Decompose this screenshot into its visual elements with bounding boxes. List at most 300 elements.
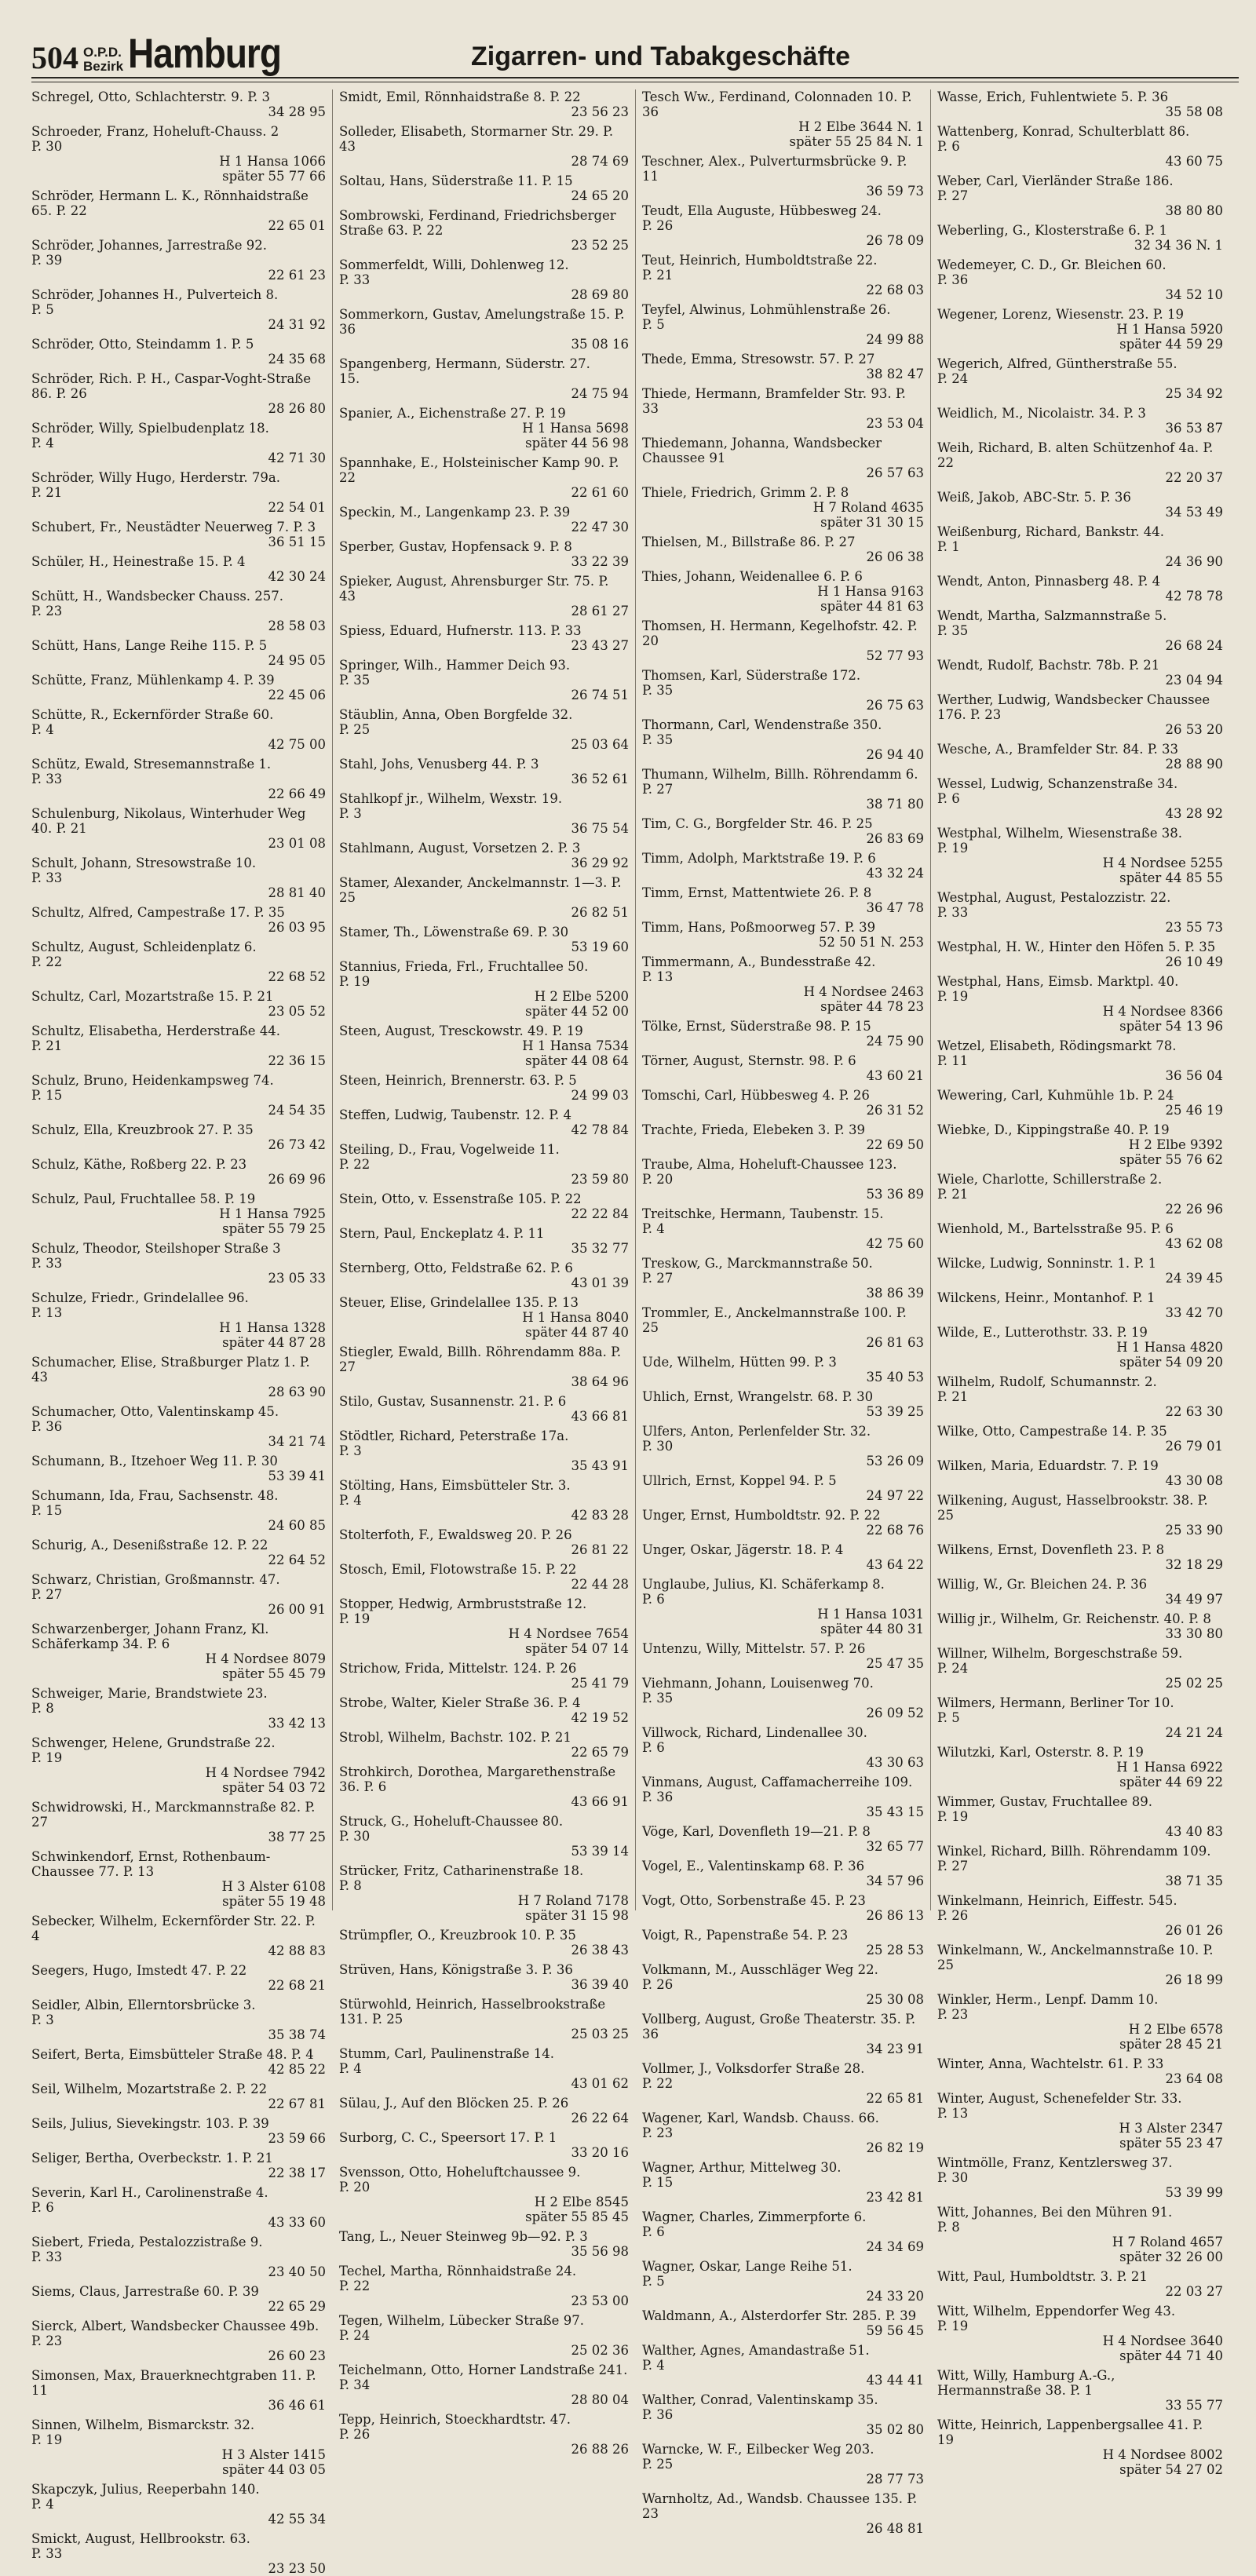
directory-entry (31, 707, 326, 752)
entry-name: Sommerfeldt, Willi, Dohlenweg 12. (339, 257, 569, 272)
entry-postal-district: P. 8 (339, 1878, 362, 1893)
entry-name: Trommler, E., Anckelmannstraße 100. P. 25 (642, 1305, 907, 1335)
entry-name: Unglaube, Julius, Kl. Schäferkamp 8. (642, 1577, 885, 1592)
directory-entry (31, 989, 326, 1019)
entry-name: Thielsen, M., Billstraße 86. P. 27 (642, 535, 856, 549)
entry-phone: später 55 23 47 (1119, 2136, 1223, 2151)
entry-name: Steuer, Elise, Grindelallee 135. P. 13 (339, 1295, 579, 1310)
entry-name: Schwarz, Christian, Großmannstr. 47. (31, 1572, 280, 1587)
directory-entry (937, 1695, 1223, 1740)
directory-entry (31, 2047, 326, 2077)
entry-phone: 26 57 63 (866, 465, 924, 480)
directory-entry (339, 707, 629, 752)
entry-phone: 23 64 08 (1165, 2071, 1223, 2086)
entry-name: Wasse, Erich, Fuhlentwiete 5. P. 36 (937, 89, 1169, 104)
entry-phone: H 4 Nordsee 8079 (205, 1651, 326, 1666)
entry-name: Tang, L., Neuer Steinweg 9b—92. P. 3 (339, 2229, 588, 2244)
entry-name: Vogel, E., Valentinskamp 68. P. 36 (642, 1859, 865, 1874)
entry-phone: 32 65 77 (866, 1839, 924, 1854)
entry-name: Sierck, Albert, Wandsbecker Chaussee 49b. P. 23 (31, 2319, 319, 2348)
entry-phone: 26 03 95 (268, 920, 326, 935)
directory-entry (31, 421, 326, 465)
directory-entry (31, 1073, 326, 1118)
directory-entry (31, 1686, 326, 1731)
directory-entry (31, 757, 326, 801)
entry-name: Wendt, Rudolf, Bachstr. 78b. P. 21 (937, 658, 1160, 673)
entry-phone: 38 82 47 (866, 367, 924, 381)
entry-phone: H 1 Hansa 6922 (1116, 1760, 1223, 1775)
entry-name: Stiegler, Ewald, Billh. Röhrendamm 88a. P. 27 (339, 1345, 622, 1374)
directory-entry (642, 1577, 924, 1636)
entry-name: Schwinkendorf, Ernst, Rothenbaum-Chaussee 77. P. 13 (31, 1849, 271, 1879)
directory-entry (339, 1527, 629, 1557)
entry-postal-district: P. 6 (937, 139, 960, 154)
entry-postal-district: P. 33 (31, 870, 63, 885)
directory-entry (937, 1424, 1223, 1454)
directory-entry (642, 2491, 924, 2536)
section-title: Zigarren- und Tabakgeschäfte (471, 42, 851, 71)
directory-entry (31, 337, 326, 367)
entry-phone: H 7 Roland 7178 (517, 1893, 629, 1908)
directory-entry (937, 2417, 1223, 2477)
entry-postal-district: P. 21 (937, 1187, 969, 1202)
entry-name: Schütte, Franz, Mühlenkamp 4. P. 39 (31, 673, 275, 688)
city-title: Hamburg (128, 29, 281, 77)
directory-entry (937, 742, 1223, 772)
entry-phone: 22 63 30 (1165, 1404, 1223, 1419)
entry-name: Steiling, D., Frau, Vogelweide 11. (339, 1142, 560, 1157)
entry-name: Winkelmann, Heinrich, Eiffestr. 545. (937, 1893, 1178, 1908)
entry-phone: H 4 Nordsee 7942 (205, 1765, 326, 1780)
directory-entry (642, 885, 924, 915)
directory-entry (31, 2531, 326, 2576)
entry-name: Smidt, Emil, Rönnhaidstraße 8. P. 22 (339, 89, 581, 104)
directory-entry (937, 692, 1223, 737)
entry-phone: 25 47 35 (866, 1656, 924, 1671)
entry-postal-district: P. 33 (31, 1256, 63, 1271)
entry-postal-district: P. 19 (31, 2432, 63, 2447)
directory-entry (339, 2313, 629, 2358)
page-number: 504 (31, 40, 78, 75)
entry-name: Schumacher, Elise, Straßburger Platz 1. P. 43 (31, 1355, 310, 1385)
entry-postal-district: P. 21 (642, 268, 674, 283)
entry-name: Weih, Richard, B. alten Schützenhof 4a. P. 22 (937, 440, 1214, 470)
entry-name: Schurig, A., Desenißstraße 12. P. 22 (31, 1538, 268, 1553)
entry-name: Wilutzki, Karl, Osterstr. 8. P. 19 (937, 1745, 1144, 1760)
entry-phone: 22 38 17 (268, 2166, 326, 2180)
entry-name: Untenzu, Willy, Mittelstr. 57. P. 26 (642, 1641, 866, 1656)
entry-name: Witte, Heinrich, Lappenbergsallee 41. P. 19 (937, 2417, 1203, 2447)
entry-name: Unger, Ernst, Humboldtstr. 92. P. 22 (642, 1508, 881, 1523)
directory-entry (339, 1928, 629, 1958)
entry-phone: 43 01 62 (571, 2076, 629, 2091)
entry-phone: 53 39 14 (571, 1844, 629, 1859)
entry-name: Voigt, R., Papenstraße 54. P. 23 (642, 1928, 849, 1943)
entry-phone: später 55 77 66 (222, 169, 326, 184)
entry-phone: 43 40 83 (1165, 1824, 1223, 1839)
directory-entry (642, 1824, 924, 1854)
entry-phone: 22 26 96 (1165, 1202, 1223, 1217)
entry-name: Solleder, Elisabeth, Stormarner Str. 29. P. 43 (339, 124, 614, 154)
directory-entry (339, 1073, 629, 1103)
directory-entry (937, 257, 1223, 302)
entry-postal-district: P. 6 (31, 2200, 54, 2215)
entry-phone: 42 75 60 (866, 1236, 924, 1251)
entry-name: Struck, G., Hoheluft-Chaussee 80. (339, 1814, 564, 1829)
entry-name: Thies, Johann, Weidenallee 6. P. 6 (642, 569, 863, 584)
directory-entry (339, 1394, 629, 1424)
directory-entry (339, 1191, 629, 1221)
directory-entry (339, 1562, 629, 1592)
entry-phone: 28 77 73 (866, 2472, 924, 2487)
entry-name: Stäublin, Anna, Oben Borgfelde 32. (339, 707, 573, 722)
entry-phone: 28 69 80 (571, 287, 629, 302)
directory-entry (31, 1735, 326, 1795)
directory-entry (339, 2229, 629, 2259)
entry-phone: 36 53 87 (1165, 421, 1223, 436)
directory-entry (642, 1893, 924, 1923)
entry-postal-district: P. 4 (31, 722, 54, 737)
directory-entry (642, 1122, 924, 1152)
directory-entry (339, 2046, 629, 2091)
directory-entry (937, 89, 1223, 119)
directory-entry (31, 89, 326, 119)
entry-phone: 23 42 81 (866, 2190, 924, 2205)
entry-phone: später 32 26 00 (1119, 2249, 1223, 2264)
entry-phone: H 1 Hansa 7534 (522, 1038, 629, 1053)
entry-phone: 32 18 29 (1165, 1557, 1223, 1572)
directory-entry (642, 767, 924, 812)
entry-phone: 22 03 27 (1165, 2284, 1223, 2299)
entry-name: Thiedemann, Johanna, Wandsbecker Chaussee 91 (642, 436, 882, 465)
entry-phone: 43 30 63 (866, 1755, 924, 1770)
entry-name: Wimmer, Gustav, Fruchtallee 89. (937, 1794, 1153, 1809)
entry-name: Thumann, Wilhelm, Billh. Röhrendamm 6. P. 27 (642, 767, 918, 797)
entry-phone: 35 08 16 (571, 337, 629, 352)
entry-name: Westphal, Wilhelm, Wiesenstraße 38. (937, 826, 1182, 841)
entry-phone: H 3 Alster 2347 (1119, 2121, 1223, 2136)
entry-name: Wilcke, Ludwig, Sonninstr. 1. P. 1 (937, 1256, 1157, 1271)
entry-phone: 42 75 00 (268, 737, 326, 752)
entry-phone: später 44 56 98 (525, 436, 629, 451)
entry-phone: 26 78 09 (866, 233, 924, 248)
entry-postal-district: P. 23 (31, 604, 63, 618)
entry-name: Schwenger, Helene, Grundstraße 22. (31, 1735, 276, 1750)
entry-name: Stumm, Carl, Paulinenstraße 14. (339, 2046, 554, 2061)
entry-postal-district: P. 35 (642, 1691, 674, 1706)
entry-postal-district: P. 5 (642, 317, 665, 332)
entry-name: Sinnen, Wilhelm, Bismarckstr. 32. (31, 2417, 255, 2432)
directory-entry (937, 356, 1223, 401)
directory-entry (339, 1226, 629, 1256)
directory-entry (642, 436, 924, 480)
entry-phone: 59 56 45 (866, 2323, 924, 2338)
directory-entry (642, 618, 924, 663)
directory-entry (937, 1893, 1223, 1938)
directory-entry (642, 1641, 924, 1671)
entry-name: Stahl, Johs, Venusberg 44. P. 3 (339, 757, 539, 772)
entry-phone: 25 28 53 (866, 1943, 924, 1958)
entry-postal-district: P. 26 (937, 1908, 969, 1923)
directory-entry (642, 1775, 924, 1819)
entry-name: Winkel, Richard, Billh. Röhrendamm 109. P. 27 (937, 1844, 1211, 1874)
entry-name: Westphal, August, Pestalozzistr. 22. (937, 890, 1171, 905)
entry-phone: 28 80 04 (571, 2392, 629, 2407)
directory-entry (339, 757, 629, 786)
directory-entry (642, 203, 924, 248)
entry-postal-district: P. 35 (937, 623, 969, 638)
entry-name: Ude, Wilhelm, Hütten 99. P. 3 (642, 1355, 837, 1370)
entry-phone: 24 97 22 (866, 1488, 924, 1503)
directory-entry (31, 124, 326, 184)
entry-name: Stannius, Frieda, Frl., Fruchtallee 50. (339, 959, 589, 974)
entry-postal-district: P. 36 (937, 272, 969, 287)
entry-phone: H 4 Nordsee 7654 (508, 1626, 629, 1641)
entry-phone: später 44 08 64 (525, 1053, 629, 1068)
entry-phone: 22 61 23 (268, 268, 326, 283)
entry-name: Schroeder, Franz, Hoheluft-Chauss. 2 (31, 124, 279, 139)
entry-postal-district: P. 15 (642, 2175, 674, 2190)
directory-entry (339, 89, 629, 119)
entry-name: Schröder, Rich. P. H., Caspar-Voght-Straße 86. P. 26 (31, 371, 312, 401)
directory-entry (937, 2304, 1223, 2363)
entry-name: Schubert, Fr., Neustädter Neuerweg 7. P. 3 (31, 520, 316, 535)
entry-phone: H 2 Elbe 9392 (1128, 1137, 1223, 1152)
entry-name: Timm, Adolph, Marktstraße 19. P. 6 (642, 851, 876, 866)
directory-entry (937, 2269, 1223, 2299)
entry-phone: 43 60 75 (1165, 154, 1223, 169)
entry-postal-district: P. 24 (937, 371, 969, 386)
entry-phone: 33 20 16 (571, 2145, 629, 2160)
directory-entry (937, 1325, 1223, 1370)
directory-entry (937, 1646, 1223, 1691)
entry-postal-district: P. 19 (937, 989, 969, 1004)
entry-postal-district: P. 23 (937, 2007, 969, 2022)
entry-name: Strücker, Fritz, Catharinenstraße 18. (339, 1863, 584, 1878)
entry-phone: H 3 Alster 1415 (221, 2447, 326, 2462)
entry-phone: später 44 69 22 (1119, 1775, 1223, 1790)
entry-name: Schröder, Johannes, Jarrestraße 92. (31, 238, 267, 253)
entry-name: Timm, Ernst, Mattentwiete 26. P. 8 (642, 885, 872, 900)
entry-phone: 34 21 74 (268, 1434, 326, 1449)
entry-name: Schütz, Ewald, Stresemannstraße 1. (31, 757, 272, 772)
entry-name: Wewering, Carl, Kuhmühle 1b. P. 24 (937, 1088, 1174, 1103)
directory-entry (339, 539, 629, 569)
directory-entry (31, 1849, 326, 1909)
entry-name: Strobe, Walter, Kieler Straße 36. P. 4 (339, 1695, 581, 1710)
entry-phone: später 54 27 02 (1119, 2462, 1223, 2477)
directory-entry (642, 1859, 924, 1888)
directory-entry (339, 959, 629, 1019)
directory-entry (642, 386, 924, 431)
directory-entry (937, 1172, 1223, 1217)
entry-phone: 26 94 40 (866, 747, 924, 762)
entry-name: Siebert, Frieda, Pestalozzistraße 9. (31, 2235, 263, 2249)
directory-entry (642, 1928, 924, 1958)
entry-phone: 26 79 01 (1165, 1439, 1223, 1454)
directory-entry (642, 717, 924, 762)
entry-postal-district: P. 26 (642, 1977, 674, 1992)
entry-name: Soltau, Hans, Süderstraße 11. P. 15 (339, 173, 573, 188)
entry-phone: H 1 Hansa 8040 (522, 1310, 629, 1325)
entry-phone: später 44 52 00 (525, 1004, 629, 1019)
entry-phone: später 55 85 45 (525, 2209, 629, 2224)
directory-entry (937, 524, 1223, 569)
entry-phone: H 2 Elbe 5200 (534, 989, 629, 1004)
entry-phone: 26 10 49 (1165, 954, 1223, 969)
entry-phone: H 4 Nordsee 2463 (803, 984, 924, 999)
entry-phone: 36 47 78 (866, 900, 924, 915)
entry-phone: 24 99 88 (866, 332, 924, 347)
entry-name: Wilke, Otto, Campestraße 14. P. 35 (937, 1424, 1167, 1439)
entry-phone: 42 85 22 (268, 2062, 326, 2077)
entry-phone: 28 81 40 (268, 885, 326, 900)
entry-name: Thomsen, Karl, Süderstraße 172. (642, 668, 861, 683)
entry-name: Thiede, Hermann, Bramfelder Str. 93. P. 33 (642, 386, 906, 416)
entry-name: Winkler, Herm., Lenpf. Damm 10. (937, 1992, 1159, 2007)
entry-name: Sebecker, Wilhelm, Eckernförder Str. 22. P. 4 (31, 1914, 316, 1943)
directory-entry (642, 668, 924, 713)
entry-phone: 36 56 04 (1165, 1068, 1223, 1083)
entry-name: Wiebke, D., Kippingstraße 40. P. 19 (937, 1122, 1170, 1137)
directory-entry (642, 154, 924, 199)
directory-entry (339, 406, 629, 451)
entry-name: Simonsen, Max, Brauerknechtgraben 11. P. 11 (31, 2368, 316, 2398)
entry-name: Törner, August, Sternstr. 98. P. 6 (642, 1053, 856, 1068)
entry-name: Witt, Paul, Humboldtstr. 3. P. 21 (937, 2269, 1148, 2284)
entry-name: Schröder, Otto, Steindamm 1. P. 5 (31, 337, 254, 352)
entry-phone: 42 78 84 (571, 1122, 629, 1137)
entry-phone: H 1 Hansa 5698 (522, 421, 629, 436)
entry-name: Vogt, Otto, Sorbenstraße 45. P. 23 (642, 1893, 866, 1908)
entry-phone: 22 65 81 (866, 2091, 924, 2106)
entry-phone: 26 73 42 (268, 1137, 326, 1152)
entry-postal-district: P. 3 (339, 806, 362, 821)
entry-phone: 22 64 52 (268, 1553, 326, 1567)
entry-name: Warncke, W. F., Eilbecker Weg 203. (642, 2442, 874, 2457)
entry-postal-district: P. 20 (642, 1172, 674, 1187)
entry-name: Werther, Ludwig, Wandsbecker Chaussee 176. P. 23 (937, 692, 1210, 722)
entry-phone: 25 30 08 (866, 1992, 924, 2007)
entry-name: Schröder, Willy, Spielbudenplatz 18. (31, 421, 269, 436)
entry-phone: 53 26 09 (866, 1454, 924, 1469)
entry-phone: 34 53 49 (1165, 505, 1223, 520)
entry-phone: 25 02 36 (571, 2343, 629, 2358)
entry-name: Schulenburg, Nikolaus, Winterhuder Weg 40. P. 21 (31, 806, 306, 836)
entry-name: Witt, Willy, Hamburg A.-G., Hermannstraße 38. P. 1 (937, 2368, 1115, 2398)
entry-name: Traube, Alma, Hoheluft-Chaussee 123. (642, 1157, 897, 1172)
directory-entry (642, 2259, 924, 2304)
entry-name: Stamer, Th., Löwenstraße 69. P. 30 (339, 925, 569, 940)
directory-entry (31, 1963, 326, 1993)
entry-phone: H 4 Nordsee 3640 (1102, 2333, 1223, 2348)
entry-phone: H 1 Hansa 9163 (817, 584, 924, 599)
entry-phone: H 4 Nordsee 5255 (1102, 856, 1223, 870)
directory-entry (339, 1730, 629, 1760)
directory-entry (642, 1542, 924, 1572)
directory-entry (31, 2082, 326, 2111)
entry-name: Thomsen, H. Hermann, Kegelhofstr. 42. P. 20 (642, 618, 918, 648)
directory-entry (31, 673, 326, 702)
entry-phone: 32 34 36 N. 1 (1134, 238, 1223, 253)
entry-name: Wintmölle, Franz, Kentzlersweg 37. (937, 2155, 1173, 2170)
entry-postal-district: P. 4 (339, 1493, 362, 1508)
entry-phone: später 31 15 98 (525, 1908, 629, 1923)
entry-postal-district: P. 27 (642, 1271, 674, 1286)
entry-postal-district: P. 1 (937, 539, 960, 554)
entry-name: Siems, Claus, Jarrestraße 60. P. 39 (31, 2284, 259, 2299)
entry-phone: 35 43 15 (866, 1804, 924, 1819)
entry-postal-district: P. 6 (642, 1740, 665, 1755)
directory-entry (642, 302, 924, 347)
directory-entry (937, 1943, 1223, 1987)
entry-postal-district: P. 36 (642, 2407, 674, 2422)
entry-phone: 43 01 39 (571, 1275, 629, 1290)
entry-postal-district: P. 15 (31, 1088, 63, 1103)
entry-phone: 53 39 25 (866, 1404, 924, 1419)
directory-entry (642, 1088, 924, 1118)
entry-phone: H 1 Hansa 1328 (219, 1320, 326, 1335)
directory-entry (31, 2368, 326, 2413)
entry-phone: 23 43 27 (571, 638, 629, 653)
directory-entry (642, 2308, 924, 2338)
directory-entry (339, 257, 629, 302)
entry-postal-district: P. 23 (642, 2125, 674, 2140)
entry-name: Stilo, Gustav, Susannenstr. 21. P. 6 (339, 1394, 567, 1409)
entry-name: Seegers, Hugo, Imstedt 47. P. 22 (31, 1963, 247, 1978)
entry-name: Sperber, Gustav, Hopfensack 9. P. 8 (339, 539, 572, 554)
entry-postal-district: P. 6 (642, 2224, 665, 2239)
directory-entry (937, 307, 1223, 352)
entry-phone: 22 22 84 (571, 1206, 629, 1221)
entry-phone: 35 32 77 (571, 1241, 629, 1256)
directory-entry (642, 1157, 924, 1202)
entry-name: Severin, Karl H., Carolinenstraße 4. (31, 2185, 268, 2200)
entry-name: Thormann, Carl, Wendenstraße 350. (642, 717, 882, 732)
directory-entry (31, 1538, 326, 1567)
entry-phone: später 44 80 31 (820, 1622, 924, 1636)
entry-phone: 22 20 37 (1165, 470, 1223, 485)
entry-phone: 24 34 69 (866, 2239, 924, 2254)
entry-name: Witt, Wilhelm, Eppendorfer Weg 43. (937, 2304, 1176, 2319)
entry-phone: 26 22 64 (571, 2111, 629, 2125)
entry-phone: 43 33 60 (268, 2215, 326, 2230)
entry-phone: 26 18 99 (1165, 1972, 1223, 1987)
directory-entry (642, 2111, 924, 2155)
entry-phone: 38 64 96 (571, 1374, 629, 1389)
entry-phone: 22 67 81 (268, 2096, 326, 2111)
entry-phone: 24 39 45 (1165, 1271, 1223, 1286)
directory-entry (937, 406, 1223, 436)
directory-entry (31, 2319, 326, 2363)
directory-entry (31, 520, 326, 549)
entry-name: Steen, Heinrich, Brennerstr. 63. P. 5 (339, 1073, 577, 1088)
entry-postal-district: P. 33 (31, 2546, 63, 2561)
directory-entry (937, 173, 1223, 218)
entry-postal-district: P. 39 (31, 253, 63, 268)
directory-entry (339, 1814, 629, 1859)
entry-name: Wagner, Oskar, Lange Reihe 51. (642, 2259, 853, 2274)
entry-postal-district: P. 5 (31, 302, 54, 317)
directory-entry (642, 1206, 924, 1251)
entry-name: Wiele, Charlotte, Schillerstraße 2. (937, 1172, 1163, 1187)
entry-phone: 43 30 08 (1165, 1473, 1223, 1488)
entry-name: Stern, Paul, Enckeplatz 4. P. 11 (339, 1226, 545, 1241)
entry-name: Stamer, Alexander, Anckelmannstr. 1—3. P. 25 (339, 875, 622, 905)
entry-name: Winter, August, Schenefelder Str. 33. (937, 2091, 1182, 2106)
entry-phone: 35 40 53 (866, 1370, 924, 1385)
entry-phone: 22 69 50 (866, 1137, 924, 1152)
